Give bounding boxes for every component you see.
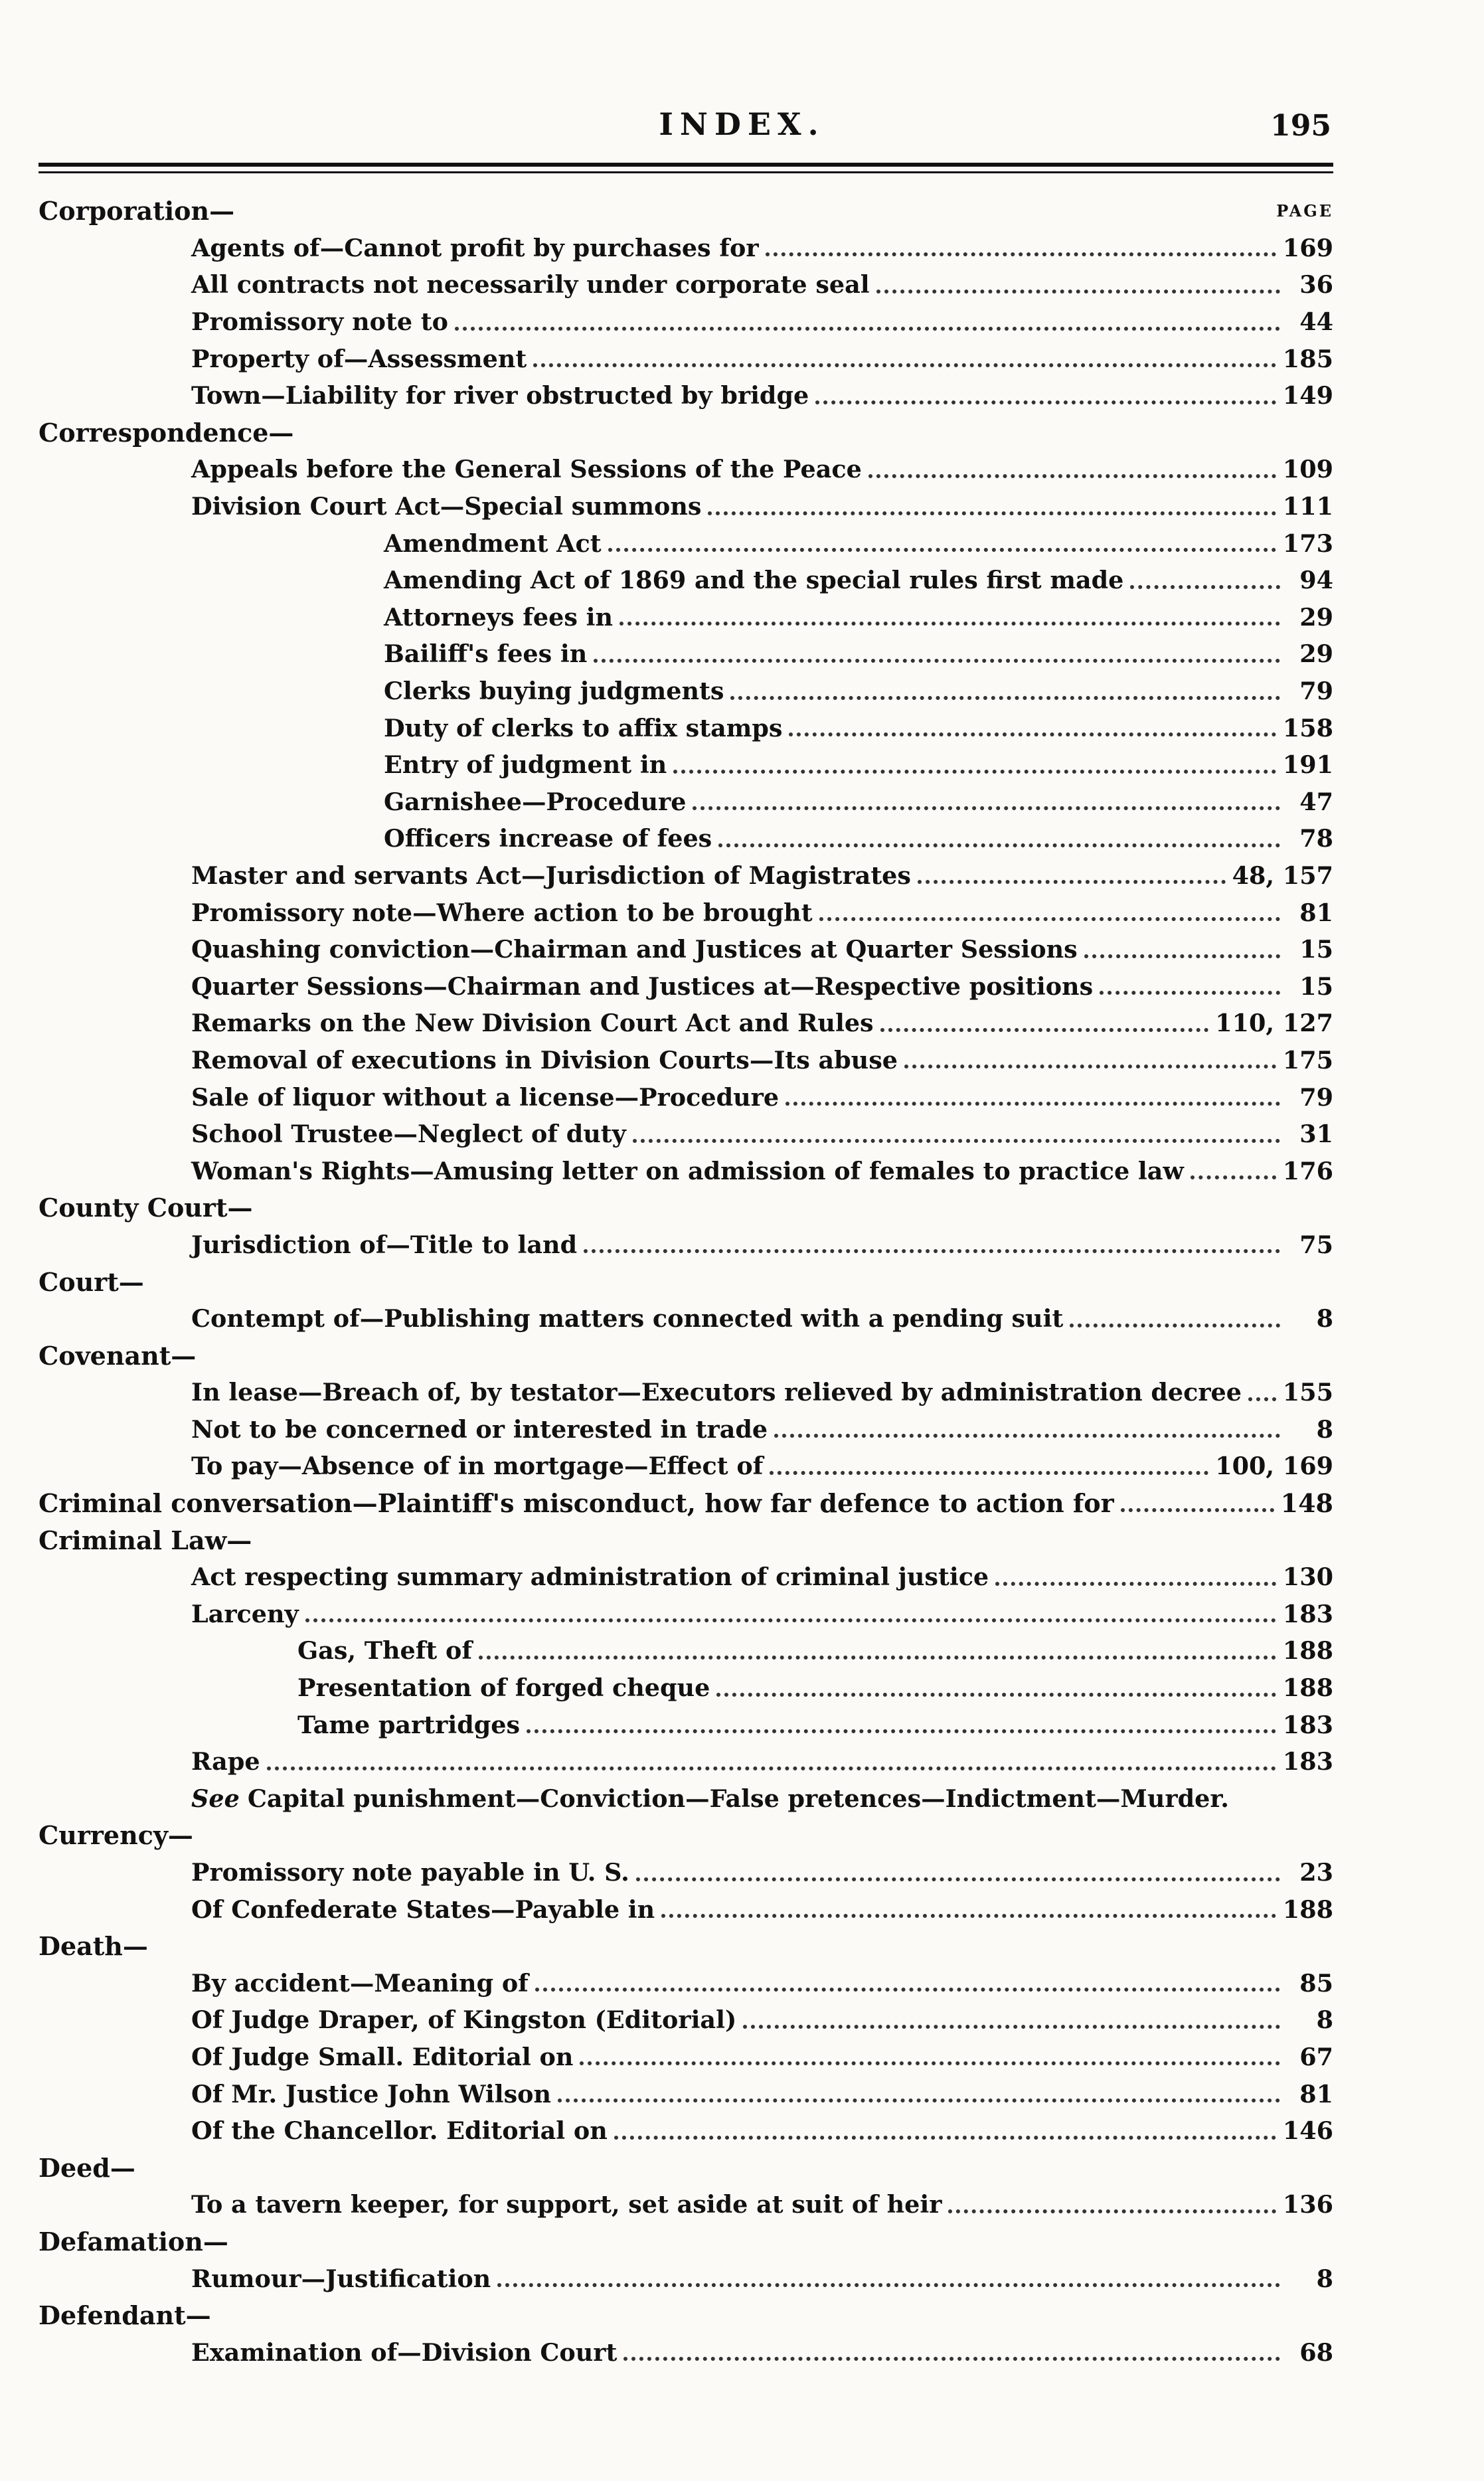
entry-label: School Trustee—Neglect of duty (191, 1120, 626, 1149)
entry-label: Criminal conversation—Plaintiff's misconduct, how far defence to action for (39, 1488, 1114, 1519)
index-entry (39, 1596, 1333, 1633)
index-heading (39, 1337, 1333, 1374)
header-rule-thick (39, 163, 1333, 167)
dot-leader (1130, 585, 1280, 589)
index-entry (39, 709, 1333, 746)
entry-page: 173 (1282, 529, 1333, 558)
entry-label: By accident—Meaning of (191, 1968, 529, 1998)
index-entry (39, 1374, 1333, 1411)
entry-page: 175 (1282, 1045, 1333, 1074)
entry-page: 158 (1282, 713, 1333, 742)
entry-label: Correspondence— (39, 417, 294, 448)
entry-page: 185 (1282, 344, 1333, 373)
index-entry (39, 303, 1333, 341)
entry-page: 155 (1282, 1378, 1333, 1407)
index-entry (39, 968, 1333, 1005)
index-entry (39, 673, 1333, 710)
entry-label: Jurisdiction of—Title to land (191, 1230, 578, 1259)
entry-page: 29 (1299, 640, 1333, 669)
dot-leader (868, 474, 1276, 478)
index-heading (39, 193, 1333, 230)
entry-label: Clerks buying judgments (384, 677, 724, 706)
index-entry (39, 1300, 1333, 1337)
dot-leader (1100, 991, 1280, 995)
index-heading (39, 1263, 1333, 1300)
index-entry (39, 820, 1333, 857)
dot-leader (608, 548, 1276, 552)
index-heading (39, 1521, 1333, 1559)
index-entry (39, 1706, 1333, 1743)
entry-label: Sale of liquor without a license—Procedure (191, 1082, 780, 1112)
index-list (39, 193, 1333, 2371)
dot-leader (636, 1877, 1280, 1881)
entry-page: 79 (1299, 1082, 1333, 1112)
index-entry (39, 2112, 1333, 2150)
entry-label: Of Confederate States—Payable in (191, 1895, 655, 1924)
dot-leader (743, 2025, 1280, 2029)
index-entry (39, 266, 1333, 303)
entry-label: Gas, Theft of (297, 1636, 473, 1666)
dot-leader (819, 917, 1280, 921)
entry-page: 109 (1282, 455, 1333, 484)
entry-label: Quashing conviction—Chairman and Justices at Quarter Sessions (191, 935, 1078, 964)
entry-label: Promissory note—Where action to be brought (191, 898, 813, 927)
dot-leader (785, 1102, 1280, 1106)
entry-page: 8 (1316, 2264, 1333, 2293)
dot-leader (730, 696, 1280, 700)
index-entry (39, 525, 1333, 562)
entry-page: 8 (1316, 1414, 1333, 1444)
index-entry (39, 1411, 1333, 1448)
entry-label: Examination of—Division Court (191, 2338, 618, 2367)
index-heading (39, 414, 1333, 452)
entry-label: Amendment Act (384, 529, 602, 558)
dot-leader (1191, 1175, 1276, 1179)
entry-label: Promissory note payable in U. S. (191, 1858, 629, 1887)
entry-label: All contracts not necessarily under corporate seal (191, 270, 870, 299)
entry-page: 31 (1299, 1120, 1333, 1149)
page-header (0, 100, 1484, 159)
entry-label: Removal of executions in Division Courts—Its abuse (191, 1045, 898, 1074)
entry-page: 48, 157 (1232, 861, 1333, 890)
dot-leader (455, 327, 1280, 331)
index-entry (39, 1227, 1333, 1264)
index-entry (39, 2334, 1333, 2371)
entry-page: 36 (1299, 270, 1333, 299)
index-entry (39, 1005, 1333, 1042)
entry-page: 100, 169 (1215, 1452, 1333, 1481)
entry-label: Quarter Sessions—Chairman and Justices at—Respective positions (191, 972, 1094, 1001)
index-entry (39, 1854, 1333, 1891)
entry-label: Of Mr. Justice John Wilson (191, 2079, 552, 2108)
entry-page: 85 (1299, 1968, 1333, 1998)
dot-leader (497, 2283, 1280, 2287)
entry-page: 47 (1299, 787, 1333, 816)
dot-leader (1084, 954, 1280, 958)
dot-leader (766, 252, 1276, 256)
entry-label: Of the Chancellor. Editorial on (191, 2116, 608, 2146)
entry-label: Criminal Law— (39, 1525, 252, 1555)
dot-leader (876, 290, 1280, 294)
index-heading (39, 2149, 1333, 2186)
dot-leader (479, 1656, 1276, 1660)
entry-label: Covenant— (39, 1340, 197, 1371)
entry-page: 81 (1299, 898, 1333, 927)
dot-leader (267, 1766, 1276, 1770)
entry-label: In lease—Breach of, by testator—Executors relieved by administration decree (191, 1378, 1242, 1407)
dot-leader (1248, 1397, 1276, 1401)
entry-page: 78 (1299, 824, 1333, 853)
entry-label: Of Judge Small. Editorial on (191, 2042, 574, 2071)
entry-page: 136 (1282, 2190, 1333, 2219)
dot-leader (580, 2061, 1280, 2065)
dot-leader (533, 363, 1276, 367)
entry-label: Tame partridges (297, 1710, 521, 1739)
entry-label: Rape (191, 1747, 260, 1776)
entry-label: Presentation of forged cheque (297, 1673, 710, 1703)
entry-label: Amending Act of 1869 and the special rules first made (384, 566, 1124, 595)
entry-page: 81 (1299, 2079, 1333, 2108)
header-rule-thin (39, 171, 1333, 173)
entry-label: To pay—Absence of in mortgage—Effect of (191, 1452, 764, 1481)
dot-leader (1121, 1508, 1274, 1512)
entry-page: 8 (1316, 2006, 1333, 2035)
entry-page: 15 (1299, 972, 1333, 1001)
entry-label: Of Judge Draper, of Kingston (Editorial) (191, 2006, 737, 2035)
dot-leader (880, 1028, 1209, 1032)
entry-page: 169 (1282, 233, 1333, 262)
page-number: 195 (1270, 109, 1331, 143)
index-entry (39, 1078, 1333, 1116)
index-entry (39, 1116, 1333, 1153)
index-entry (39, 562, 1333, 599)
entry-label: Deed— (39, 2152, 135, 2183)
entry-label: Duty of clerks to affix stamps (384, 713, 783, 742)
index-entry (39, 1559, 1333, 1596)
index-entry (39, 746, 1333, 784)
entry-page: 191 (1282, 750, 1333, 780)
entry-page: 15 (1299, 935, 1333, 964)
entry-page: 183 (1282, 1747, 1333, 1776)
entry-label: Currency— (39, 1820, 193, 1851)
entry-label: Contempt of—Publishing matters connected with a pending suit (191, 1304, 1064, 1333)
index-entry (39, 2002, 1333, 2039)
entry-label: Attorneys fees in (384, 602, 614, 632)
entry-page: 29 (1299, 602, 1333, 632)
dot-leader (614, 2136, 1276, 2140)
index-entry (39, 1632, 1333, 1669)
entry-label: Defamation— (39, 2226, 228, 2257)
dot-leader (904, 1065, 1276, 1069)
index-entry (39, 1669, 1333, 1707)
dot-leader (693, 806, 1280, 810)
entry-label: Master and servants Act—Jurisdiction of Magistrates (191, 861, 911, 890)
entry-page: 111 (1282, 492, 1333, 521)
entry-page: 188 (1282, 1895, 1333, 1924)
index-entry (39, 857, 1333, 895)
index-entry (39, 1448, 1333, 1485)
entry-label: Remarks on the New Division Court Act and Rules (191, 1009, 874, 1038)
dot-leader (918, 880, 1226, 884)
index-entry (39, 1780, 1333, 1818)
dot-leader (305, 1618, 1276, 1622)
page-title: INDEX. (659, 106, 825, 142)
index-entry (39, 1891, 1333, 1928)
entry-label: Corporation— (39, 196, 235, 226)
dot-leader (708, 511, 1276, 515)
index-entry (39, 1152, 1333, 1189)
dot-leader (584, 1249, 1280, 1253)
dot-leader (774, 1434, 1280, 1438)
index-entry (39, 599, 1333, 636)
entry-page: 23 (1299, 1858, 1333, 1887)
dot-leader (673, 770, 1276, 774)
entry-label: Death— (39, 1931, 148, 1962)
dot-leader (718, 843, 1280, 847)
entry-label: Agents of—Cannot profit by purchases for (191, 233, 759, 262)
index-entry (39, 1042, 1333, 1079)
dot-leader (558, 2098, 1280, 2102)
index-entry (39, 784, 1333, 821)
entry-page: 146 (1282, 2116, 1333, 2146)
entry-label: Division Court Act—Special summons (191, 492, 702, 521)
entry-page: 183 (1282, 1710, 1333, 1739)
index-entry (39, 230, 1333, 267)
entry-label: Defendant— (39, 2300, 211, 2331)
index-heading (39, 1817, 1333, 1854)
dot-leader (789, 732, 1276, 736)
dot-leader (661, 1914, 1276, 1918)
index-entry (39, 1743, 1333, 1780)
index-heading (39, 1485, 1333, 1522)
entry-label: Garnishee—Procedure (384, 787, 687, 816)
entry-page: 188 (1282, 1636, 1333, 1666)
entry-label: Officers increase of fees (384, 824, 712, 853)
dot-leader (1070, 1324, 1280, 1327)
dot-leader (623, 2357, 1280, 2361)
dot-leader (815, 400, 1276, 404)
entry-label: Act respecting summary administration of criminal justice (191, 1563, 989, 1592)
index-entry (39, 931, 1333, 968)
entry-label: Court— (39, 1266, 144, 1297)
entry-page: 67 (1299, 2042, 1333, 2071)
entry-page: 44 (1299, 307, 1333, 337)
index-entry (39, 340, 1333, 377)
index-entry (39, 1965, 1333, 2002)
entry-page: 183 (1282, 1599, 1333, 1628)
entry-label: Property of—Assessment (191, 344, 527, 373)
index-entry (39, 377, 1333, 414)
entry-label: To a tavern keeper, for support, set aside at suit of heir (191, 2190, 942, 2219)
index-heading (39, 2297, 1333, 2334)
index-entry (39, 636, 1333, 673)
entry-page: 79 (1299, 677, 1333, 706)
index-entry (39, 2075, 1333, 2112)
dot-leader (770, 1471, 1208, 1475)
entry-page: 94 (1299, 566, 1333, 595)
index-heading (39, 2223, 1333, 2261)
entry-page: 75 (1299, 1230, 1333, 1259)
page-column-label: PAGE (1276, 201, 1333, 221)
entry-label: Appeals before the General Sessions of the Peace (191, 455, 862, 484)
index-entry (39, 451, 1333, 488)
index-heading (39, 1928, 1333, 1965)
index-entry (39, 488, 1333, 525)
index-entry (39, 894, 1333, 931)
index-entry (39, 2186, 1333, 2223)
entry-page: 149 (1282, 381, 1333, 410)
dot-leader (619, 622, 1280, 626)
entry-label: County Court— (39, 1193, 253, 1223)
entry-page: 68 (1299, 2338, 1333, 2367)
entry-label: Not to be concerned or interested in trade (191, 1414, 768, 1444)
dot-leader (948, 2209, 1276, 2213)
dot-leader (527, 1729, 1276, 1733)
dot-leader (594, 659, 1280, 663)
entry-label: Woman's Rights—Amusing letter on admission of females to practice law (191, 1156, 1184, 1185)
entry-page: 188 (1282, 1673, 1333, 1703)
dot-leader (633, 1139, 1280, 1143)
entry-page: 176 (1282, 1156, 1333, 1185)
dot-leader (716, 1693, 1276, 1697)
index-entry (39, 2039, 1333, 2076)
entry-page: 8 (1316, 1304, 1333, 1333)
entry-label: Town—Liability for river obstructed by bridge (191, 381, 809, 410)
index-entry (39, 2260, 1333, 2297)
entry-page: 130 (1282, 1563, 1333, 1592)
dot-leader (535, 1988, 1280, 1992)
entry-label: Larceny (191, 1599, 299, 1628)
entry-label: Capital punishment—Conviction—False pretences—Indictment—Murder. (247, 1784, 1229, 1813)
entry-page: 148 (1280, 1488, 1333, 1519)
entry-label: Rumour—Justification (191, 2264, 491, 2293)
entry-label: Entry of judgment in (384, 750, 667, 780)
entry-page: 110, 127 (1215, 1009, 1333, 1038)
dot-leader (995, 1582, 1276, 1586)
index-heading (39, 1189, 1333, 1227)
entry-label: Promissory note to (191, 307, 448, 337)
see-also-prefix: See (191, 1784, 240, 1813)
entry-label: Bailiff's fees in (384, 640, 588, 669)
